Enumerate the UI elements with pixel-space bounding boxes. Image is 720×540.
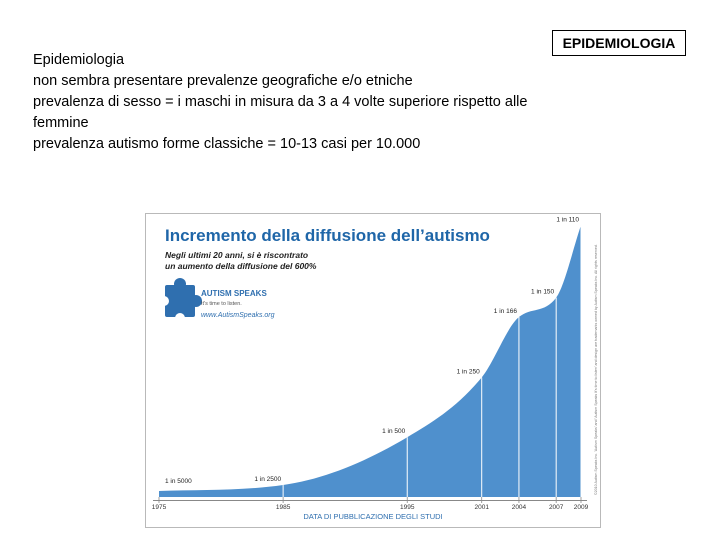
data-label: 1 in 150 [531,288,555,296]
data-label: 1 in 110 [556,216,579,224]
data-label: 1 in 166 [493,308,517,316]
x-tick-label: 2004 [511,504,527,511]
side-note: ©2010 Autism Speaks Inc. 'Autism Speaks' and 'Autism Speaks It's time to listen' and design are trademarks owned by Autism Speaks Inc. All rights reserved. [594,244,598,495]
x-tick-label: 2001 [474,504,489,511]
data-label: 1 in 250 [456,368,480,376]
x-tick-label: 2007 [548,504,564,511]
data-label: 1 in 2500 [254,476,282,484]
slide-tag: EPIDEMIOLOGIA [552,30,686,56]
body-line-sex-prevalence: prevalenza di sesso = i maschi in misura da 3 a 4 volte superiore rispetto alle [33,94,528,110]
autism-chart-figure [145,213,601,528]
body-line-sex-prevalence-cont: femmine [33,115,89,131]
x-tick-label: 1975 [151,504,167,511]
body-line-geographic: non sembra presentare prevalenze geografiche e/o etniche [33,73,413,89]
chart-subtitle-line-2: un aumento della diffusione del 600% [165,261,317,271]
x-tick-label: 1985 [275,504,291,511]
data-label: 1 in 5000 [165,478,192,486]
body-line-classic-forms: prevalenza autismo forme classiche = 10-13 casi per 10.000 [33,136,421,152]
x-tick-label: 1995 [400,504,415,511]
slide-body [33,50,613,155]
body-line-heading: Epidemiologia [33,52,125,68]
x-tick-label: 2009 [573,504,589,511]
logo-tagline: It's time to listen. [201,301,242,307]
chart-title: Incremento della diffusione dell’autismo [165,226,490,245]
chart-subtitle-line-1: Negli ultimi 20 anni, si è riscontrato [165,250,309,260]
x-axis-title: DATA DI PUBBLICAZIONE DEGLI STUDI [303,512,443,521]
logo-url: www.AutismSpeaks.org [201,312,275,319]
data-label: 1 in 500 [382,428,406,436]
autism-chart [145,213,601,528]
logo-name: AUTISM SPEAKS [201,289,267,298]
